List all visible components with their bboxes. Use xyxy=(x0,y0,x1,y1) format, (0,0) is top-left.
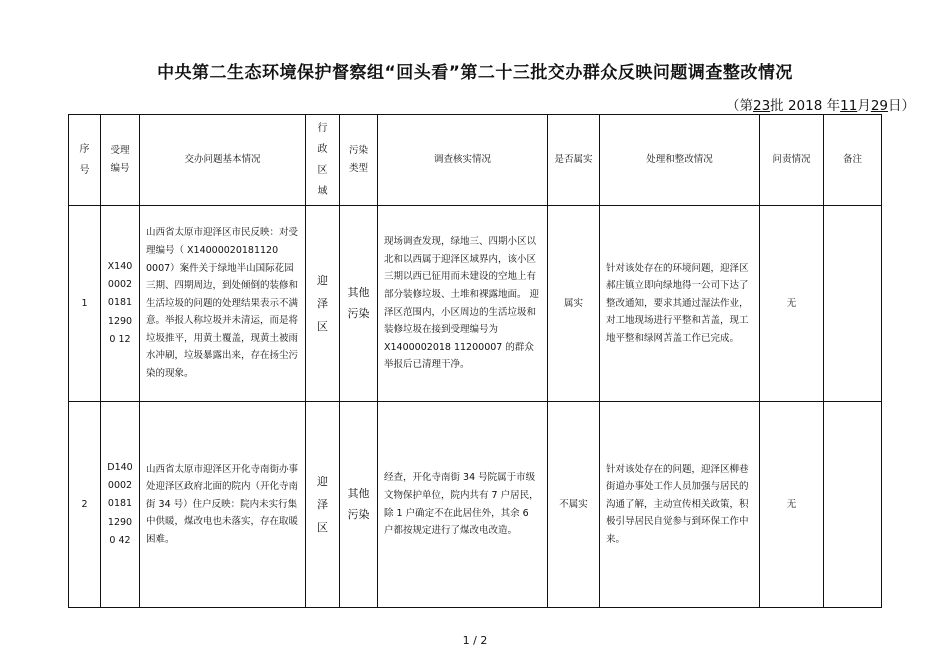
cell-seq: 1 xyxy=(69,206,101,402)
cell-ptype: 其他污染 xyxy=(340,206,378,402)
complaint-table xyxy=(68,114,882,608)
day-value: 29 xyxy=(870,98,888,114)
cell-accountability: 无 xyxy=(760,206,824,402)
cell-basic: 山西省太原市迎泽区开化寺南街办事处迎泽区政府北面的院内（开化寺南街 34 号）住户反映：院内未实行集中供暖，煤改电也未落实，存在取暖困难。 xyxy=(140,402,306,608)
subtitle-prefix: （第 xyxy=(725,98,753,114)
header-remarks: 备注 xyxy=(824,115,882,206)
header-row xyxy=(69,115,882,206)
cell-ptype: 其他污染 xyxy=(340,402,378,608)
cell-basic: 山西省太原市迎泽区市民反映：对受理编号（ X14000020181120 0007）案件关于绿地半山国际花园三期、四期周边，到处倾倒的装修和生活垃圾的问题的处理结果表示不满意。举报人称垃圾并未清运，而是将垃圾推平，用黄土覆盖，现黄土被雨水冲刷，垃圾暴露出来，存在扬尘污染的现象。 xyxy=(140,206,306,402)
header-code: 受理编号 xyxy=(101,115,140,206)
cell-code: D1400002018112900 42 xyxy=(101,402,140,608)
subtitle-suffix: 日） xyxy=(888,98,915,114)
header-region: 行政区域 xyxy=(306,115,340,206)
header-verified: 是否属实 xyxy=(548,115,600,206)
cell-handling: 针对该处存在的环境问题，迎泽区郝庄镇立即向绿地得一公司下达了整改通知，要求其通过湿法作业，对工地现场进行平整和苫盖，现工地平整和绿网苫盖工作已完成。 xyxy=(600,206,760,402)
cell-handling: 针对该处存在的问题，迎泽区柳巷街道办事处工作人员加强与居民的沟通了解，主动宣传相关政策，积极引导居民自觉参与到环保工作中来。 xyxy=(600,402,760,608)
cell-verified: 不属实 xyxy=(548,402,600,608)
page-title: 中央第二生态环境保护督察组“回头看”第二十三批交办群众反映问题调查整改情况 xyxy=(157,63,793,83)
cell-investigation: 经查，开化寺南街 34 号院属于市级文物保护单位，院内共有 7 户居民，除 1 户确定不在此居住外，其余 6 户都按规定进行了煤改电改造。 xyxy=(378,402,548,608)
header-ptype: 污染类型 xyxy=(340,115,378,206)
header-seq: 序号 xyxy=(69,115,101,206)
subtitle-middle: 批 2018 年 xyxy=(770,98,841,114)
cell-accountability: 无 xyxy=(760,402,824,608)
batch-date-line xyxy=(726,94,915,114)
header-basic: 交办问题基本情况 xyxy=(140,115,306,206)
month-suffix: 月 xyxy=(857,98,871,114)
month-value: 11 xyxy=(840,98,858,114)
header-handling: 处理和整改情况 xyxy=(600,115,760,206)
header-investigation: 调查核实情况 xyxy=(378,115,548,206)
cell-region: 迎泽区 xyxy=(306,206,340,402)
header-accountability: 问责情况 xyxy=(760,115,824,206)
page-number: 1 / 2 xyxy=(462,634,488,647)
cell-remarks xyxy=(824,402,882,608)
table-row xyxy=(69,402,882,608)
batch-number: 23 xyxy=(752,98,771,114)
cell-remarks xyxy=(824,206,882,402)
cell-investigation: 现场调查发现，绿地三、四期小区以北和以西属于迎泽区域界内，该小区三期以西已征用而未建设的空地上有部分装修垃圾、土堆和裸露地面。 迎泽区范围内，小区周边的生活垃圾和装修垃圾在接到受理编号为 X1400002018 11200007 的群众举报后已清理干净。 xyxy=(378,206,548,402)
table-row xyxy=(69,206,882,402)
cell-code: X1400002018112900 12 xyxy=(101,206,140,402)
cell-region: 迎泽区 xyxy=(306,402,340,608)
cell-seq: 2 xyxy=(69,402,101,608)
cell-verified: 属实 xyxy=(548,206,600,402)
